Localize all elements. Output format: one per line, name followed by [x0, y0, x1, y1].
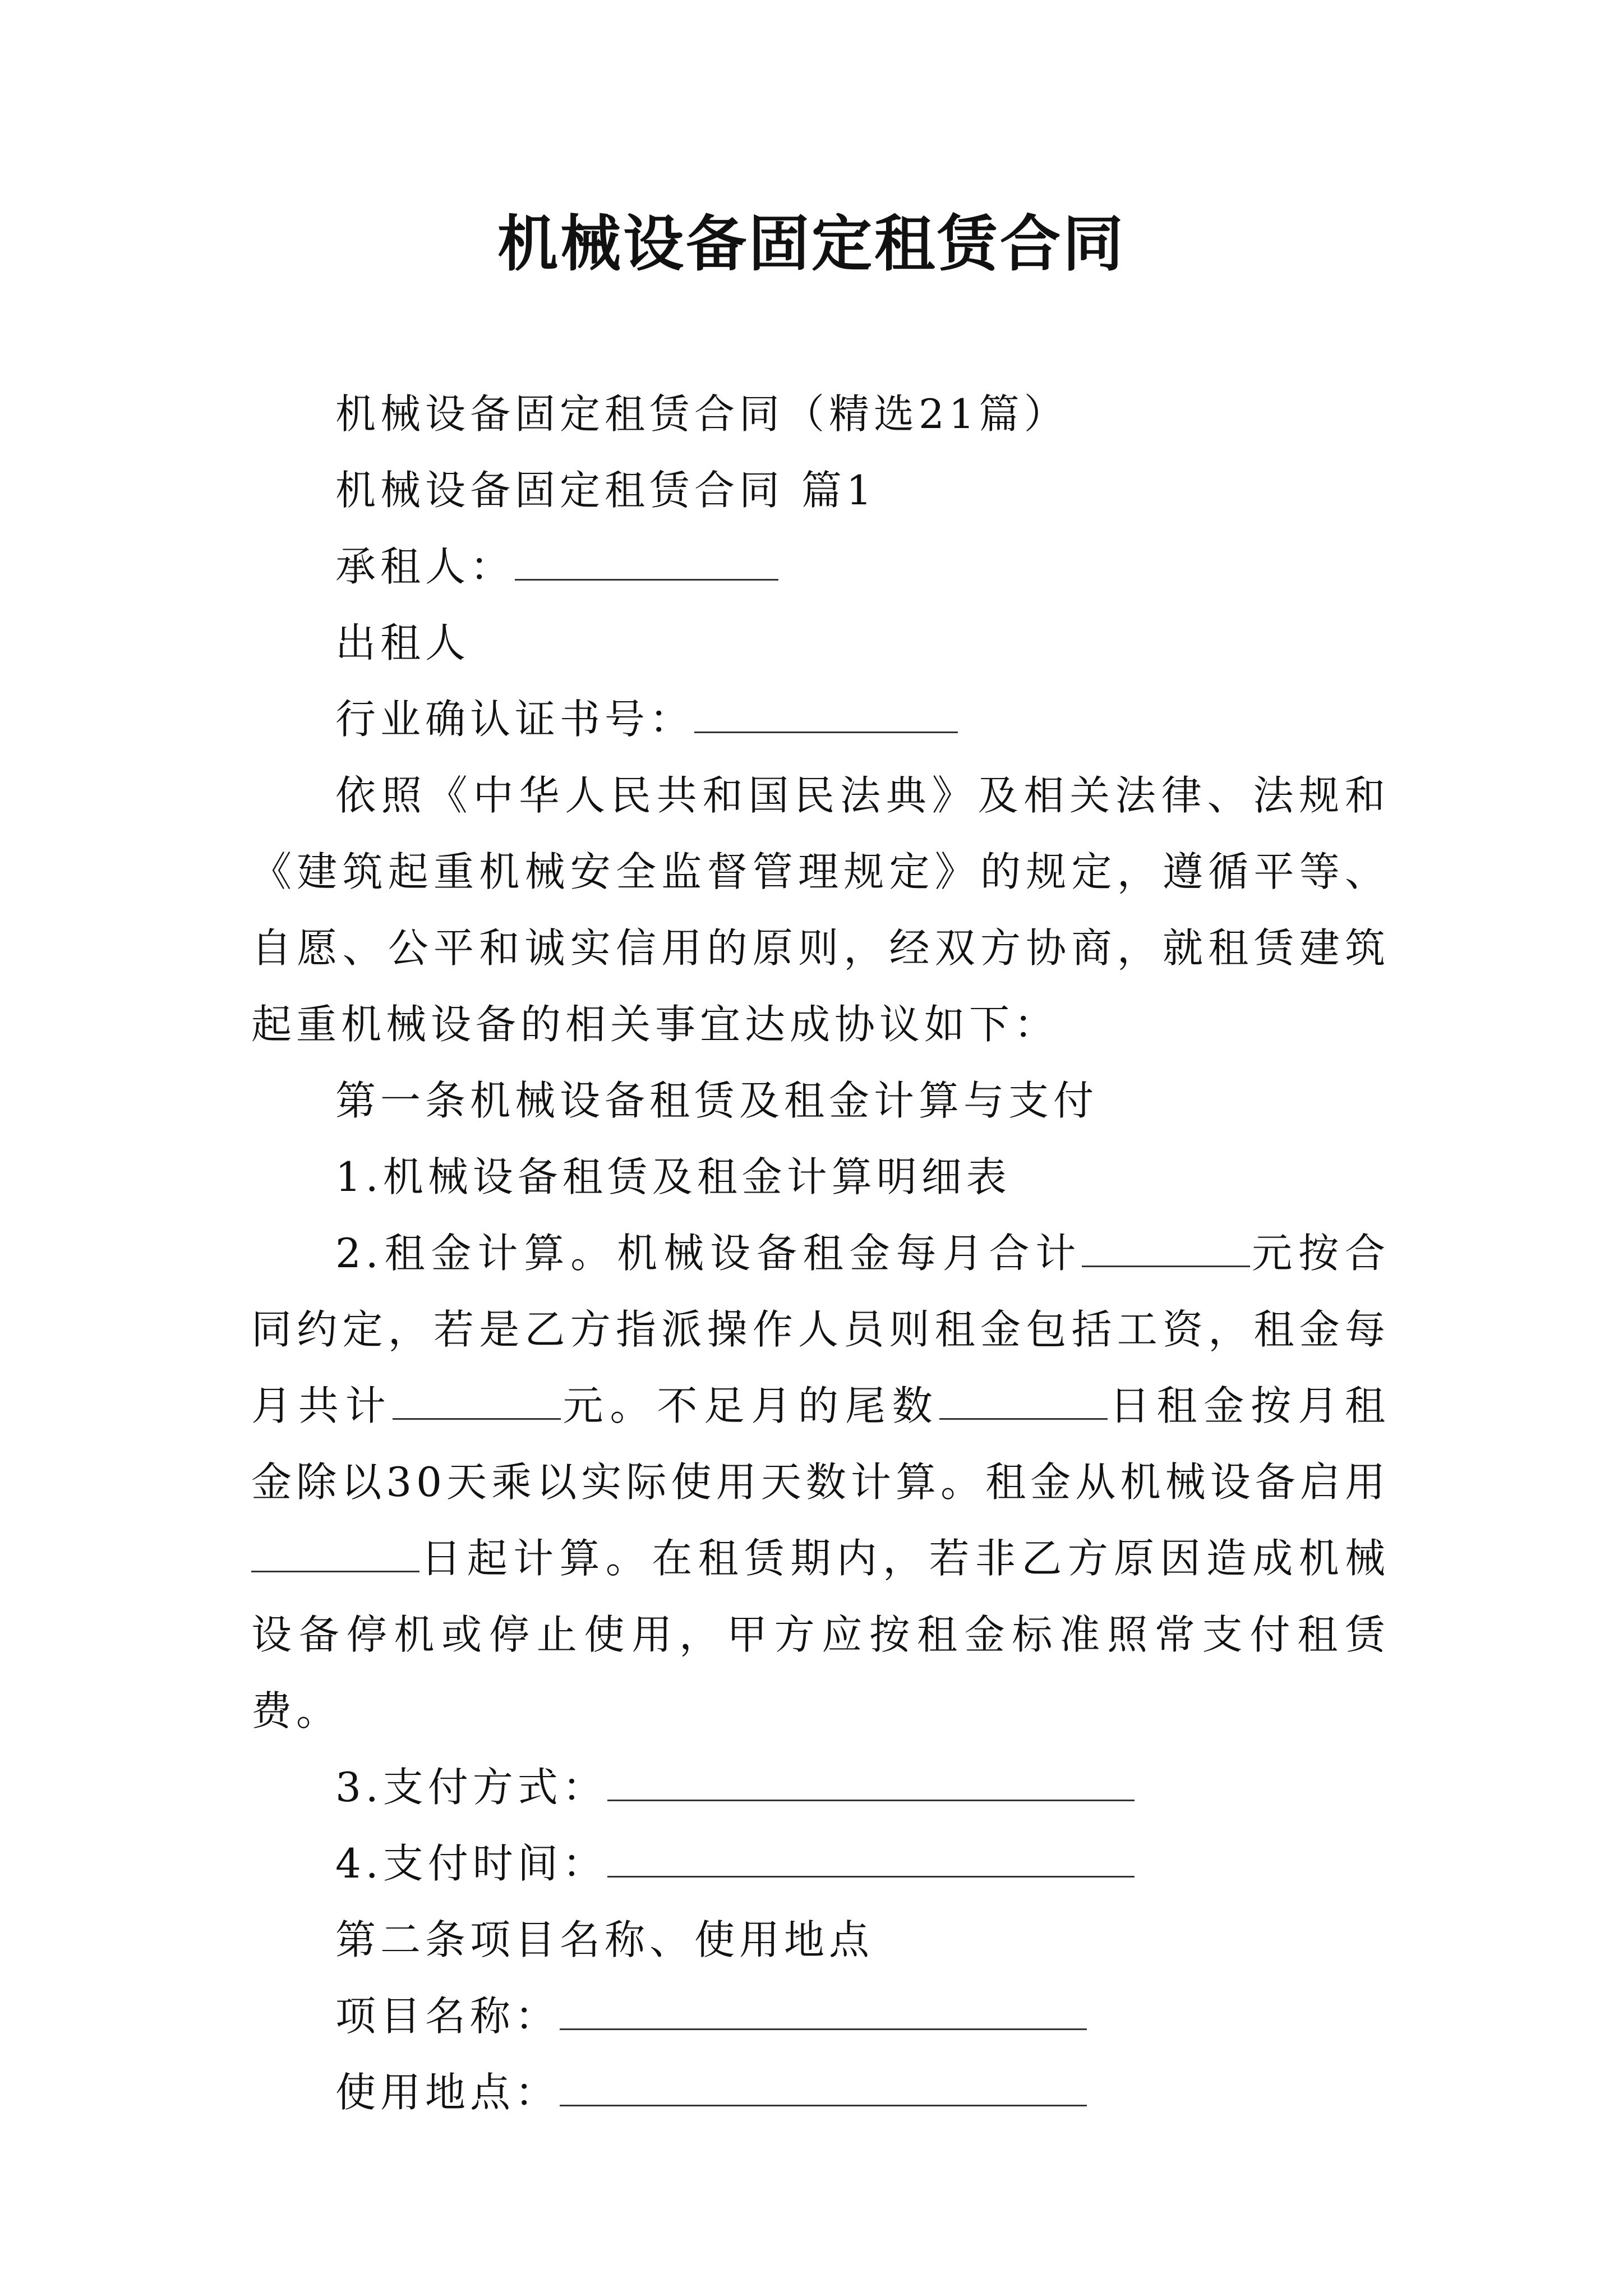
lessee-label: 承租人： [335, 543, 515, 590]
license-label: 行业确认证书号： [335, 696, 695, 743]
license-line [251, 681, 1390, 757]
license-blank[interactable] [694, 698, 958, 733]
monthly-rent-blank[interactable] [1082, 1232, 1250, 1267]
payment-method-line [251, 1749, 1390, 1825]
item2-part3: 元。不足月的尾数 [560, 1382, 939, 1429]
project-name-line [251, 1978, 1390, 2054]
usage-location-line [251, 2054, 1390, 2131]
item2-paragraph [251, 1215, 1390, 1749]
item2-part1: 2.租金计算。机械设备租金每月合计 [335, 1230, 1082, 1277]
lessee-line [251, 528, 1390, 605]
monthly-total-blank[interactable] [393, 1384, 561, 1420]
article1-title: 第一条机械设备租赁及租金计算与支付 [335, 1077, 1099, 1124]
project-name-label: 项目名称： [335, 1993, 560, 2040]
document-body [251, 376, 1390, 2131]
item2-part4: 日租金按月租金除以30天乘以实际使用天数计算。租金从机械设备启用 [251, 1382, 1390, 1506]
payment-time-label: 4.支付时间： [335, 1840, 607, 1887]
payment-time-line [251, 1825, 1390, 1902]
lessor-label: 出租人 [335, 619, 471, 666]
usage-location-blank[interactable] [560, 2071, 1087, 2106]
payment-method-label: 3.支付方式： [335, 1764, 607, 1811]
item2-part2: 元按合同约定，若是乙方指派操作人员则租金包括工资，租金每月共计 [251, 1230, 1390, 1429]
item1: 1.机械设备租赁及租金计算明细表 [335, 1153, 1011, 1200]
article2-title: 第二条项目名称、使用地点 [335, 1916, 874, 1963]
start-date-blank[interactable] [251, 1537, 419, 1572]
subtitle: 机械设备固定租赁合同（精选21篇） [335, 390, 1069, 438]
lessee-blank[interactable] [515, 545, 778, 581]
intro-paragraph: 依照《中华人民共和国民法典》及相关法律、法规和《建筑起重机械安全监督管理规定》的规定，遵循平等、自愿、公平和诚实信用的原则，经双方协商，就租赁建筑起重机械设备的相关事宜达成协议如下： [251, 772, 1390, 1048]
payment-method-blank[interactable] [607, 1766, 1135, 1801]
payment-time-blank[interactable] [607, 1842, 1135, 1878]
section-header: 机械设备固定租赁合同 篇1 [335, 467, 877, 514]
usage-location-label: 使用地点： [335, 2069, 560, 2116]
project-name-blank[interactable] [560, 1995, 1087, 2030]
remainder-days-blank[interactable] [939, 1384, 1108, 1420]
item2-part5: 日起计算。在租赁期内，若非乙方原因造成机械设备停机或停止使用，甲方应按租金标准照常支付租赁费。 [251, 1535, 1390, 1734]
document-title: 机械设备固定租赁合同 [497, 209, 1126, 279]
